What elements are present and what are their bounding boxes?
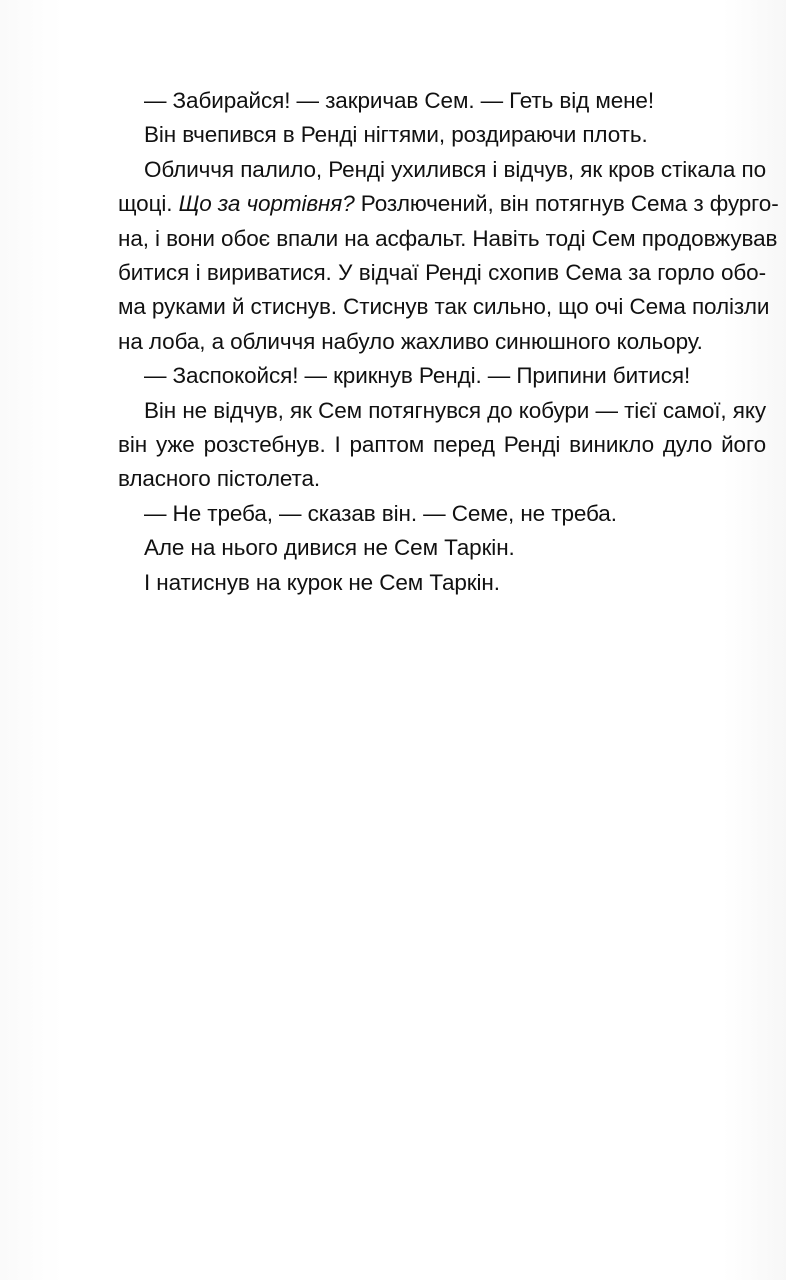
text-line [144, 499, 766, 529]
text-run: Розлючений, він потягнув Сема з фурго- [354, 191, 779, 217]
text-run: він уже розстебнув. І раптом перед Ренді виникло дуло його [118, 432, 766, 457]
text-line [144, 533, 766, 563]
text-run: — Заспокойся! — крикнув Ренді. — Припини битися! [144, 363, 691, 389]
text-line [144, 120, 766, 150]
text-run: Він не відчув, як Сем потягнувся до кобури — тієї самої, яку [144, 397, 766, 423]
italic-text: Що за чортівня? [178, 191, 355, 217]
text-line [118, 224, 778, 254]
text-run: — Не треба, — сказав він. — Семе, не треба. [144, 500, 617, 526]
text-line [144, 396, 766, 426]
text-run: на лоба, а обличчя набуло жахливо синюшного кольору. [118, 328, 703, 354]
text-run: битися і вириватися. У відчаї Ренді схопив Сема за горло обо- [118, 260, 766, 285]
text-run: власного пістолета. [118, 466, 321, 492]
text-line [118, 430, 766, 460]
text-line [118, 258, 766, 288]
text-line [144, 568, 766, 598]
text-run: Він вчепився в Ренді нігтями, роздираючи плоть. [144, 122, 648, 148]
text-line [144, 86, 766, 116]
text-line [118, 292, 770, 322]
text-line [144, 361, 766, 391]
text-run: Обличчя палило, Ренді ухилився і відчув, як кров стікала по [144, 156, 766, 182]
text-run: І натиснув на курок не Сем Таркін. [144, 569, 500, 595]
text-run: щоці. [118, 191, 179, 217]
text-run: на, і вони обоє впали на асфальт. Навіть тоді Сем продовжував [118, 225, 778, 251]
text-run: Але на нього дивися не Сем Таркін. [144, 535, 515, 561]
text-run: ма руками й стиснув. Стиснув так сильно, що очі Сема полізли [118, 294, 770, 320]
text-line [118, 464, 320, 494]
text-line [118, 189, 779, 219]
text-run: — Забирайся! — закричав Сем. — Геть від мене! [144, 88, 655, 113]
text-line [144, 155, 766, 185]
text-line [118, 327, 703, 357]
